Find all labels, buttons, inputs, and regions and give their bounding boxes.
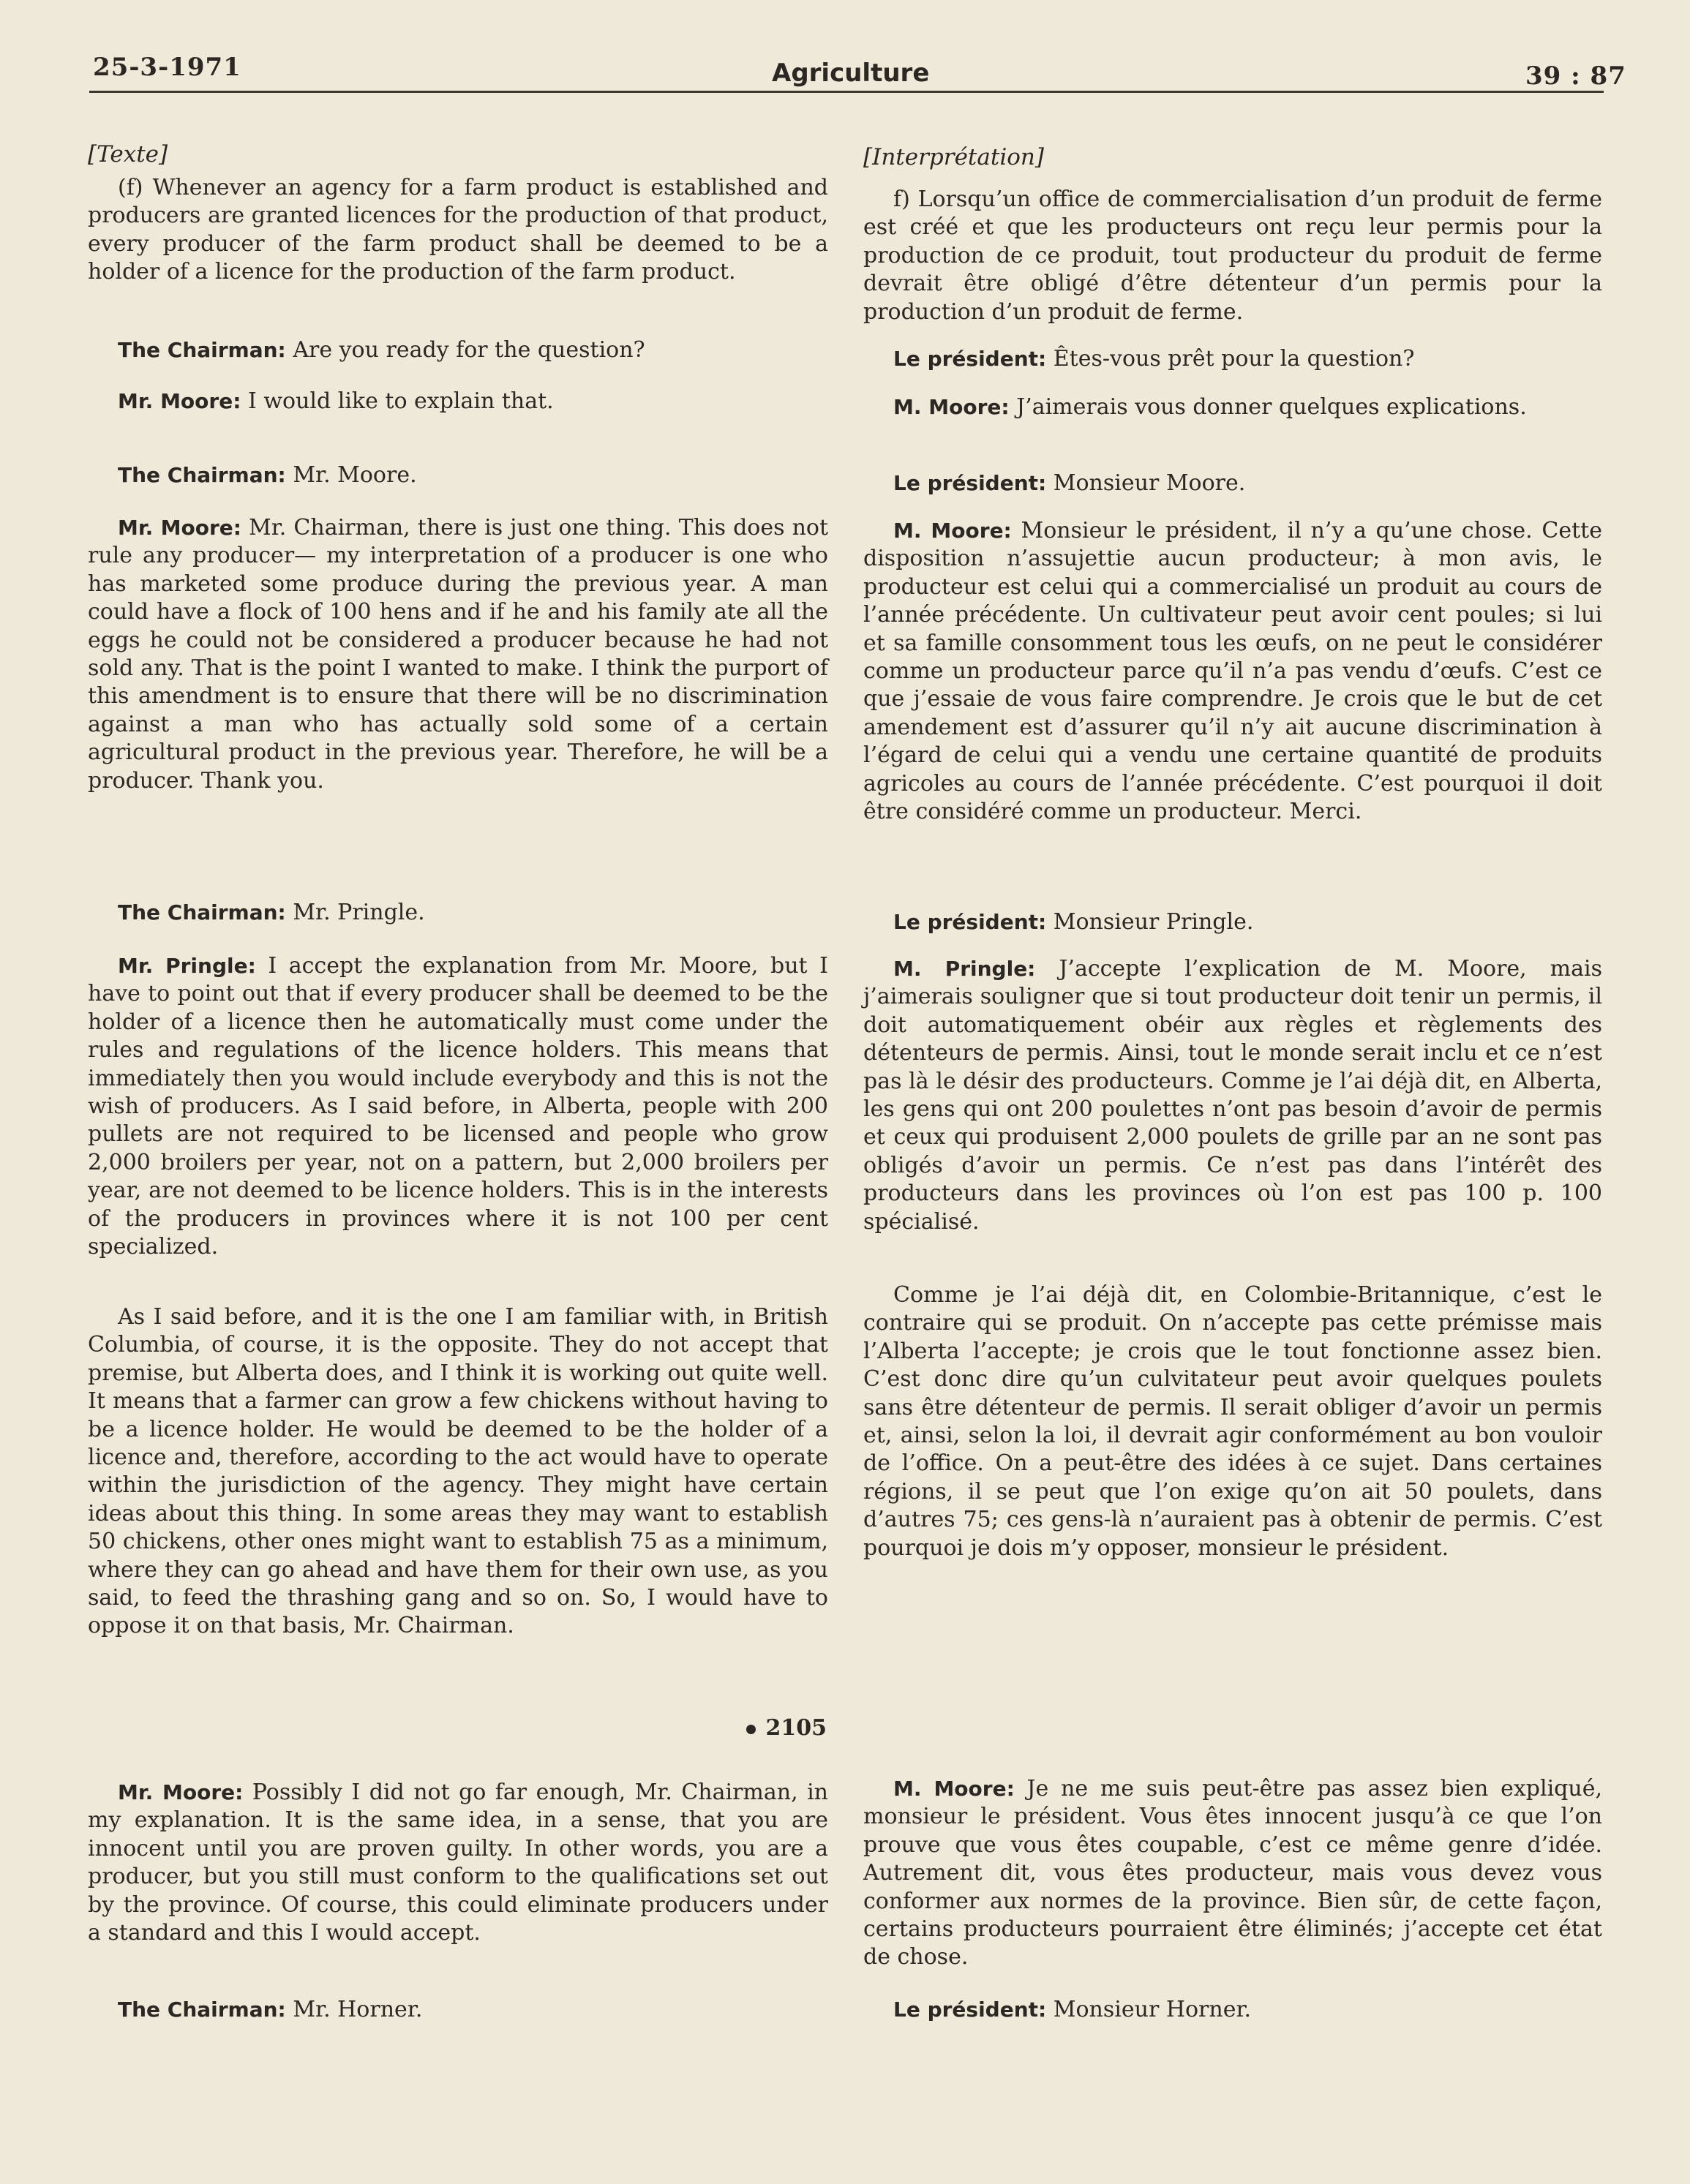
speech-text: Mr. Horner. xyxy=(293,1997,423,2022)
timestamp-value: 2105 xyxy=(765,1715,827,1741)
paragraph xyxy=(863,394,1602,421)
speaker-name: The Chairman: xyxy=(118,900,286,925)
speaker-name: Le président: xyxy=(893,347,1047,371)
paragraph: Comme je l’ai déjà dit, en Colombie-Britannique, c’est le contraire qui se produit. On n’accepte pas cette prémisse mais l’Alberta l’accepte; je crois que le tout fonctionne assez bien. C’est donc dire qu’un culvitateur peut avoir quelques poulets sans être détenteur de permis. Il serait obliger d’avoir un permis et, ainsi, selon la loi, il devrait agir conformément au bon vouloir de l’office. On a peut-être des idées à ce sujet. Dans certaines régions, il se peut que l’on exige qu’on ait 50 poulets, dans d’autres 75; ces gens-là n’auraient pas à obtenir de permis. C’est pourquoi je dois m’y opposer, monsieur le président. xyxy=(863,1282,1602,1561)
paragraph xyxy=(88,952,828,1261)
speech-text: Monsieur le président, il n’y a qu’une chose. Cette disposition n’assujettie aucun producteur; à mon avis, le producteur est celui qui a commercialisé un produit au cours de l’année précédente. Un cultivateur peut avoir cent poules; si lui et sa famille consomment tous les œufs, on ne peut le considérer comme un producteur parce qu’il n’a pas vendu d’œufs. C’est ce que j’essaie de vous faire comprendre. Je crois que le but de cet amendement est d’assurer qu’il n’y ait aucune discrimination à l’égard de celui qui a vendu une certaine quantité de produits agricoles au cours de l’année précédente. C’est pourquoi il doit être considéré comme un producteur. Merci. xyxy=(863,518,1602,825)
header-rule xyxy=(89,91,1604,93)
speech-text: I would like to explain that. xyxy=(247,388,554,414)
speech-text: I accept the explanation from Mr. Moore, but I have to point out that if every producer shall be deemed to be the holder of a licence then he automatically must come under the rules and regulations of the licence holders. This means that immediately then you would include everybody and this is not the wish of producers. As I said before, in Alberta, people with 200 pullets are not required to be licensed and people who grow 2,000 broilers per year, not on a pattern, but 2,000 broilers per year, are not deemed to be licence holders. This is in the interests of the producers in provinces where it is not 100 per cent specialized. xyxy=(88,953,828,1260)
speech-text: Mr. Chairman, there is just one thing. This does not rule any producer— my interpretation of a producer is one who has marketed some produce during the previous year. A man could have a flock of 100 hens and if he and his family ate all the eggs he could not be considered a producer because he had not sold any. That is the point I wanted to make. I think the purport of this amendment is to ensure that there will be no discrimination against a man who has actually sold some of a certain agricultural product in the previous year. Therefore, he will be a producer. Thank you. xyxy=(88,515,829,794)
paragraph: As I said before, and it is the one I am familiar with, in British Columbia, of course, it is the opposite. They do not accept that premise, but Alberta does, and I think it is working out quite well. It means that a farmer can grow a few chickens without having to be a licence holder. He would be deemed to be the holder of a licence and, therefore, according to the act would have to operate within the jurisdiction of the agency. They might have certain ideas about this thing. In some areas they may want to establish 50 chickens, other ones might want to establish 75 as a minimum, where they can go ahead and have them for their own use, as you said, to feed the thrashing gang and so on. So, I would have to oppose it on that basis, Mr. Chairman. xyxy=(88,1304,828,1639)
speech-text: Êtes-vous prêt pour la question? xyxy=(1053,346,1415,372)
speaker-name: Mr. Pringle: xyxy=(118,954,256,978)
paragraph xyxy=(863,517,1602,826)
paragraph xyxy=(863,955,1602,1236)
timestamp-marker xyxy=(746,1715,827,1741)
speaker-name: M. Moore: xyxy=(893,1777,1015,1801)
paragraph xyxy=(863,1996,1602,2024)
speaker-name: Mr. Moore: xyxy=(118,516,241,540)
header-title: Agriculture xyxy=(772,59,930,88)
speaker-name: Le président: xyxy=(893,910,1047,934)
speech-text: Je ne me suis peut-être pas assez bien expliqué, monsieur le président. Vous êtes innocent jusqu’à ce que l’on prouve que vous êtes coupable, c’est ce même genre d’idée. Autrement dit, vous êtes producteur, mais vous devez vous conformer aux normes de la province. Bien sûr, de cette façon, certains producteurs pourraient être éliminés; j’accepte cet état de chose. xyxy=(863,1776,1602,1970)
paragraph: f) Lorsqu’un office de commercialisation d’un produit de ferme est créé et que les producteurs ont reçu leur permis pour la production de ce produit, tout producteur du produit de ferme devrait être obligé d’être détenteur d’un permis pour la production d’un produit de ferme. xyxy=(863,187,1602,325)
paragraph xyxy=(88,336,828,364)
paragraph xyxy=(863,345,1602,373)
paragraph xyxy=(863,1775,1602,1972)
header-date: 25-3-1971 xyxy=(93,53,241,82)
section-label: [Interprétation] xyxy=(863,144,1044,170)
speaker-name: The Chairman: xyxy=(118,463,286,487)
speaker-name: Le président: xyxy=(893,471,1047,495)
speech-text: Are you ready for the question? xyxy=(293,337,645,363)
speaker-name: The Chairman: xyxy=(118,338,286,362)
speech-text: J’accepte l’explication de M. Moore, mais j’aimerais souligner que si tout producteur doit tenir un permis, il doit automatiquement obéir aux règles et règlements des détenteurs de permis. Ainsi, tout le monde serait inclu et ce n’est pas là le désir des producteurs. Comme je l’ai déjà dit, en Alberta, les gens qui ont 200 poulettes n’ont pas besoin d’avoir de permis et ceux qui produisent 2,000 poulets de grille par an ne sont pas obligés d’avoir un permis. Ce n’est pas dans l’intérêt des producteurs dans les provinces où l’on est pas 100 p. 100 spécialisé. xyxy=(863,956,1602,1235)
paragraph xyxy=(88,1779,828,1947)
speech-text: Possibly I did not go far enough, Mr. Chairman, in my explanation. It is the same idea, in a sense, that you are innocent until you are proven guilty. In other words, you are a producer, but you still must conform to the qualifications set out by the province. Of course, this could eliminate producers under a standard and this I would accept. xyxy=(88,1780,828,1946)
paragraph xyxy=(88,388,828,415)
speaker-name: Mr. Moore: xyxy=(118,1780,244,1804)
header-page-number: 39 : 87 xyxy=(1525,61,1626,91)
speech-text: Monsieur Horner. xyxy=(1053,1997,1252,2022)
paragraph xyxy=(863,470,1602,497)
speaker-name: M. Moore: xyxy=(893,395,1010,419)
paragraph: (f) Whenever an agency for a farm product is established and producers are granted licences for the production of that product, every producer of the farm product shall be deemed to be a holder of a licence for the production of the farm product. xyxy=(88,175,828,285)
paragraph xyxy=(88,514,828,795)
speech-text: Mr. Pringle. xyxy=(293,900,425,925)
speaker-name: M. Pringle: xyxy=(893,957,1036,981)
paragraph xyxy=(88,1996,828,2024)
section-label: [Texte] xyxy=(88,141,168,167)
speech-text: Monsieur Pringle. xyxy=(1053,909,1254,935)
speech-text: Mr. Moore. xyxy=(293,462,417,488)
speech-text: Monsieur Moore. xyxy=(1053,470,1246,496)
speaker-name: Mr. Moore: xyxy=(118,389,241,413)
paragraph xyxy=(88,899,828,927)
paragraph xyxy=(88,462,828,489)
speaker-name: The Chairman: xyxy=(118,1997,286,2022)
speaker-name: Le président: xyxy=(893,1997,1047,2022)
speech-text: J’aimerais vous donner quelques explications. xyxy=(1016,394,1527,420)
paragraph xyxy=(863,908,1602,936)
bullet-icon xyxy=(746,1725,756,1734)
speaker-name: M. Moore: xyxy=(893,519,1012,543)
